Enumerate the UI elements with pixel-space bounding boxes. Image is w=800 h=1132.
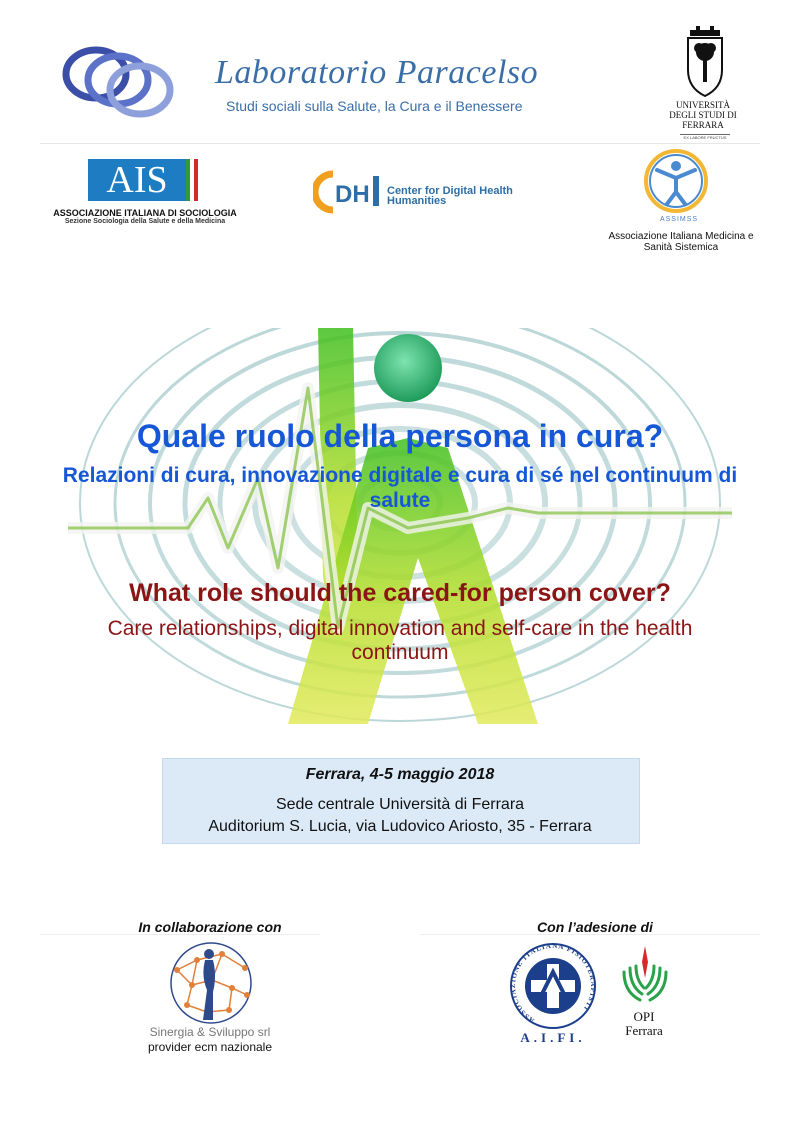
university-name: UNIVERSITÀ DEGLI STUDI DI FERRARA [669,100,737,130]
lab-title: Laboratorio Paracelso [215,54,539,91]
adhesion-label: Con l’adesione di [537,919,653,935]
event-address: Auditorium S. Lucia, via Ludovico Ariosto, 35 - Ferrara [208,818,592,835]
sinergia-network-logo-icon [167,940,255,1026]
opi-name [614,1010,674,1038]
title-italian: Quale ruolo della persona in cura? [136,418,664,454]
assimss-name: Associazione Italiana Medicina e Sanità Sistemica [608,231,754,253]
assimss-logo-icon [641,148,711,214]
ais-logo: AIS [88,159,186,201]
lab-subtitle: Studi sociali sulla Salute, la Cura e il Benessere [226,98,523,114]
sinergia-note: provider ecm nazionale [147,1040,273,1054]
collaboration-label: In collaborazione con [138,919,282,935]
italian-flag-icon [186,159,198,201]
paracelso-rings-logo [58,34,178,124]
aifi-logo-icon [504,940,602,1032]
event-date: Ferrara, 4-5 maggio 2018 [305,766,495,783]
opi-acronym: OPI [633,1009,655,1024]
dhh-logo-icon [313,170,385,214]
assimss-label: ASSIMSS [659,216,699,223]
university-crest-icon [682,22,728,100]
aifi-name: A.I.FI. [520,1030,586,1045]
title-english: What role should the cared-for person cover? [129,579,671,607]
event-venue: Sede centrale Università di Ferrara [275,796,525,813]
opi-city: Ferrara [625,1023,663,1038]
subtitle-english: Care relationships, digital innovation and self-care in the health continuum [107,617,693,664]
dhh-logo-text: DH [335,181,370,208]
sinergia-name: Sinergia & Sviluppo srl [149,1025,271,1039]
university-motto: EX LABORE FRUCTUS [680,134,730,140]
dhh-name: Center for Digital Health Humanities [387,185,513,207]
header-divider [40,143,760,144]
opi-logo-icon [614,942,676,1008]
ais-name: ASSOCIAZIONE ITALIANA DI SOCIOLOGIA [53,208,237,218]
aifi-ring-text: ASSOCIAZIONE ITALIANA FISIOTERAPISTI [509,941,598,1025]
subtitle-italian: Relazioni di cura, innovazione digitale e cura di sé nel continuum di salute [62,464,738,512]
ais-section: Sezione Sociologia della Salute e della Medicina [64,218,226,225]
